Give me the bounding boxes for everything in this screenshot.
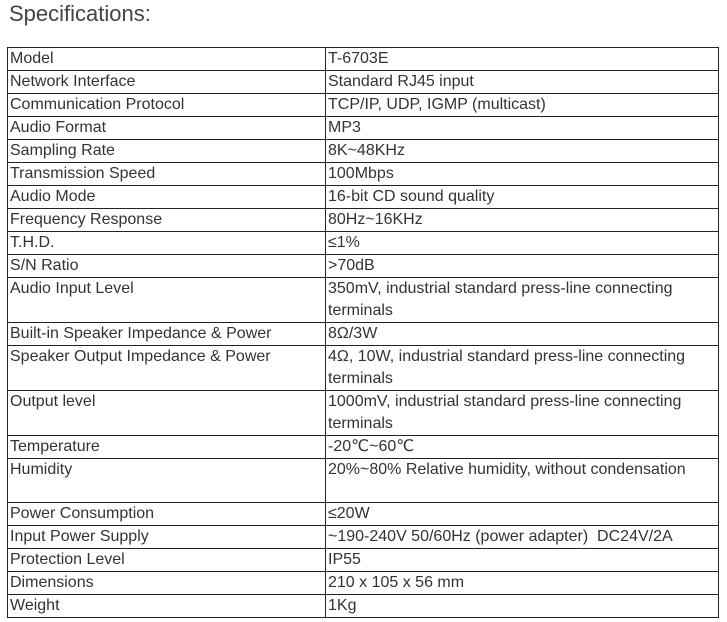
table-row <box>8 209 719 232</box>
spec-label: Network Interface <box>8 71 326 94</box>
table-row <box>8 391 719 436</box>
table-row <box>8 117 719 140</box>
spec-value: 80Hz~16KHz <box>326 209 719 232</box>
table-row <box>8 163 719 186</box>
spec-label: Output level <box>8 391 326 436</box>
spec-label: Frequency Response <box>8 209 326 232</box>
spec-label: Speaker Output Impedance & Power <box>8 346 326 391</box>
page-title: Specifications: <box>9 1 151 26</box>
spec-value: >70dB <box>326 255 719 278</box>
table-row <box>8 232 719 255</box>
spec-label: Power Consumption <box>8 503 326 526</box>
spec-value: Standard RJ45 input <box>326 71 719 94</box>
spec-value: ≤20W <box>326 503 719 526</box>
spec-label: Audio Input Level <box>8 278 326 323</box>
spec-label: Weight <box>8 595 326 618</box>
table-row <box>8 436 719 459</box>
spec-value: 4Ω, 10W, industrial standard press-line connecting terminals <box>326 346 719 391</box>
spec-value: -20℃~60℃ <box>326 436 719 459</box>
table-row <box>8 526 719 549</box>
spec-value: IP55 <box>326 549 719 572</box>
spec-value: 210 x 105 x 56 mm <box>326 572 719 595</box>
spec-label: T.H.D. <box>8 232 326 255</box>
spec-value: 350mV, industrial standard press-line connecting terminals <box>326 278 719 323</box>
table-row <box>8 48 719 71</box>
spec-label: S/N Ratio <box>8 255 326 278</box>
spec-value: ≤1% <box>326 232 719 255</box>
spec-label: Sampling Rate <box>8 140 326 163</box>
spec-value: T-6703E <box>326 48 719 71</box>
spec-value: 20%~80% Relative humidity, without condensation <box>326 459 719 503</box>
spec-value: MP3 <box>326 117 719 140</box>
spec-label: Input Power Supply <box>8 526 326 549</box>
spec-value: 8Ω/3W <box>326 323 719 346</box>
spec-label: Audio Format <box>8 117 326 140</box>
spec-label: Communication Protocol <box>8 94 326 117</box>
spec-value: 100Mbps <box>326 163 719 186</box>
spec-label: Audio Mode <box>8 186 326 209</box>
table-row <box>8 503 719 526</box>
spec-label: Model <box>8 48 326 71</box>
spec-value: ~190-240V 50/60Hz (power adapter) DC24V/2A <box>326 526 719 549</box>
table-row <box>8 94 719 117</box>
spec-label: Temperature <box>8 436 326 459</box>
spec-value: 1000mV, industrial standard press-line connecting terminals <box>326 391 719 436</box>
table-row <box>8 140 719 163</box>
table-row <box>8 459 719 503</box>
spec-label: Transmission Speed <box>8 163 326 186</box>
table-row <box>8 278 719 323</box>
table-row <box>8 186 719 209</box>
table-row <box>8 572 719 595</box>
spec-value: TCP/IP, UDP, IGMP (multicast) <box>326 94 719 117</box>
spec-label: Dimensions <box>8 572 326 595</box>
table-row <box>8 255 719 278</box>
spec-value: 16-bit CD sound quality <box>326 186 719 209</box>
spec-label: Built-in Speaker Impedance & Power <box>8 323 326 346</box>
specifications-table <box>7 47 719 618</box>
table-row <box>8 71 719 94</box>
table-row <box>8 595 719 618</box>
spec-label: Humidity <box>8 459 326 503</box>
table-row <box>8 323 719 346</box>
table-row <box>8 346 719 391</box>
spec-value: 1Kg <box>326 595 719 618</box>
spec-value: 8K~48KHz <box>326 140 719 163</box>
table-row <box>8 549 719 572</box>
spec-label: Protection Level <box>8 549 326 572</box>
